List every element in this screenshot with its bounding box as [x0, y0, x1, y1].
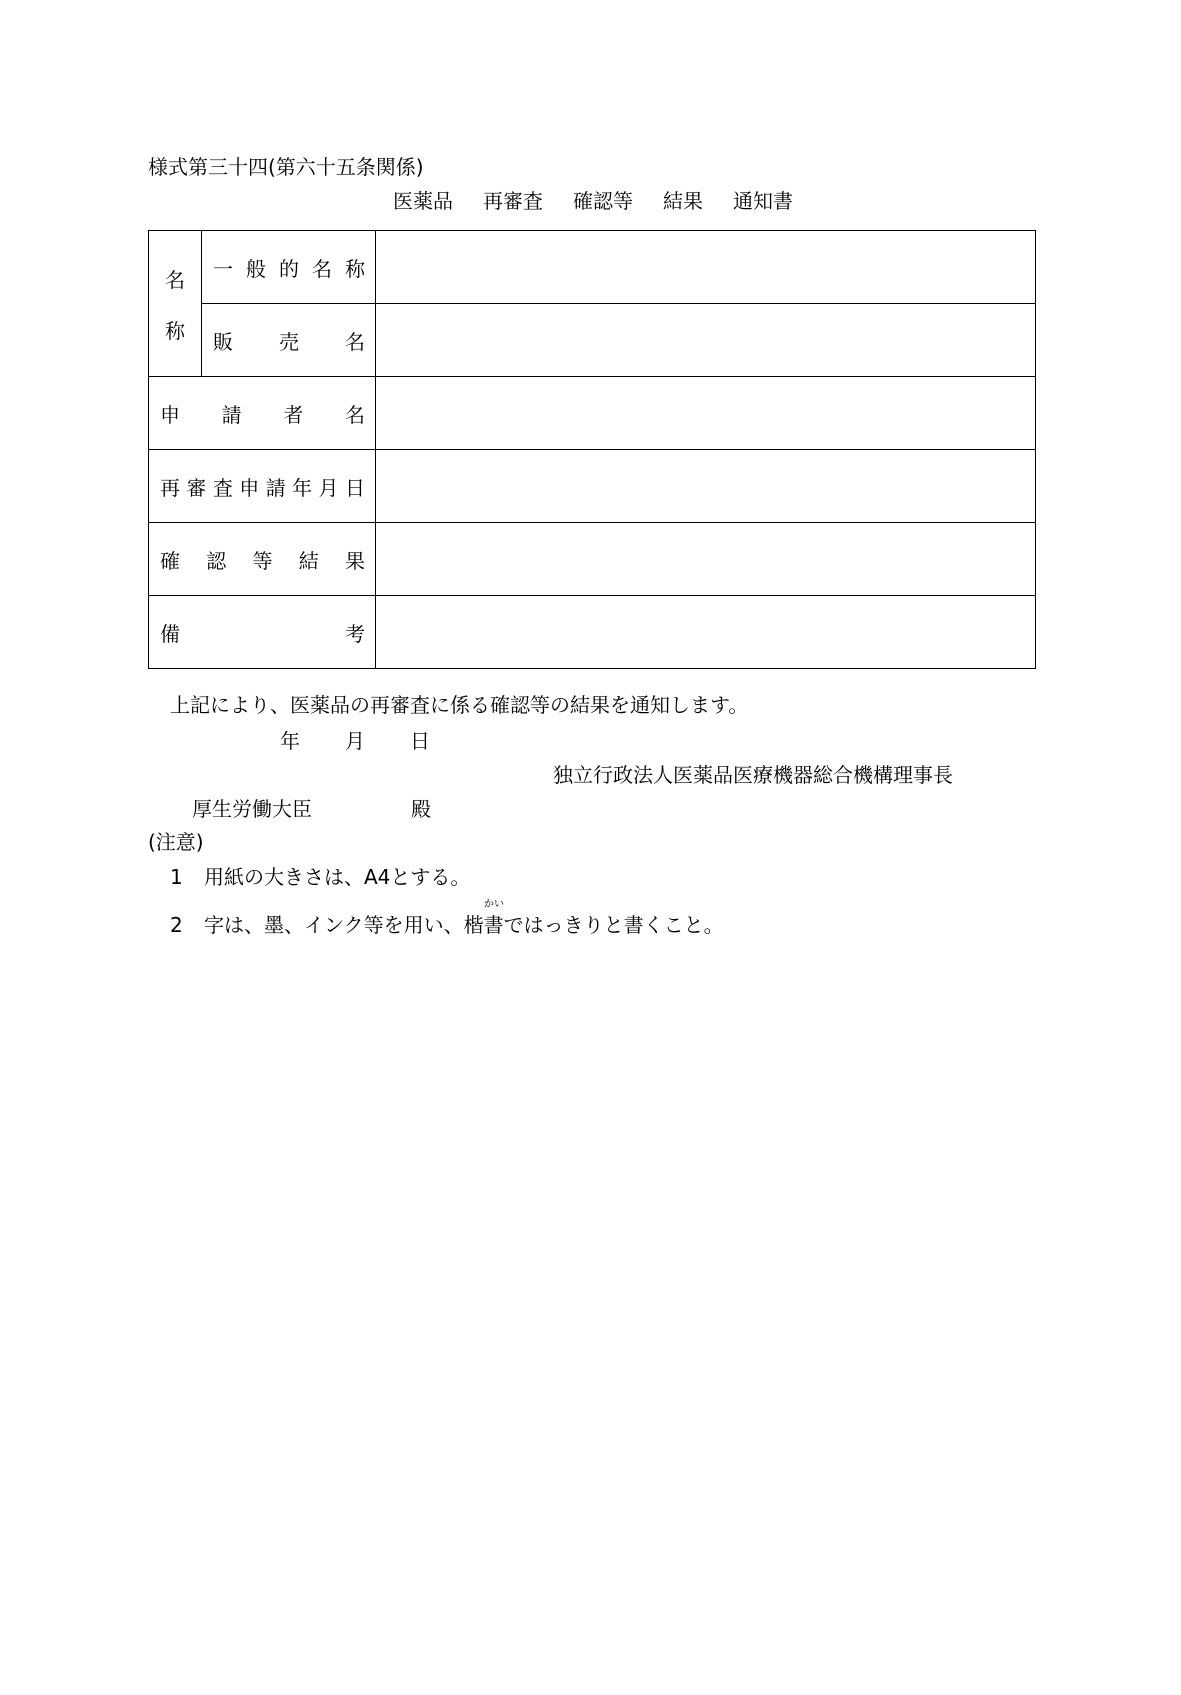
table-row	[149, 231, 1036, 304]
table-row	[149, 596, 1036, 669]
note-text: 用紙の大きさは、A4とする。	[204, 865, 471, 889]
remarks-label	[149, 596, 376, 669]
general-name-field[interactable]	[376, 231, 1036, 304]
label-char: 般	[246, 256, 266, 281]
label-char: 者	[283, 402, 304, 427]
title-word: 通知書	[733, 189, 793, 213]
notification-statement: 上記により、医薬品の再審査に係る確認等の結果を通知します。	[170, 693, 749, 717]
title-word: 確認等	[573, 189, 633, 213]
note-text: 字は、墨、インク等を用い、	[204, 913, 464, 937]
note-text: 書ではっきりと書くこと。	[483, 913, 724, 937]
label-char: 名	[345, 329, 365, 354]
form-number: 様式第三十四(第六十五条関係)	[148, 155, 424, 179]
note-item	[170, 867, 470, 887]
label-char: 月	[318, 475, 339, 500]
date-line	[280, 731, 430, 751]
document-title	[393, 191, 793, 211]
reexam-date-label	[149, 450, 376, 523]
label-char: 売	[279, 329, 299, 354]
label-char: 名	[344, 402, 365, 427]
date-char: 月	[345, 729, 365, 753]
label-char: 年	[292, 475, 313, 500]
title-word: 結果	[663, 189, 703, 213]
note-number: 2	[170, 913, 183, 937]
result-field[interactable]	[376, 523, 1036, 596]
label-char: 称	[165, 318, 185, 343]
form-table	[148, 230, 1036, 669]
note-number: 1	[170, 865, 183, 889]
note-item	[170, 915, 724, 935]
honorific: 殿	[411, 797, 431, 821]
label-char: 果	[345, 548, 365, 573]
title-word: 再審査	[483, 189, 543, 213]
ruby-annotation: かい	[484, 899, 504, 910]
label-char: 等	[252, 548, 273, 573]
label-char: 申	[160, 402, 180, 427]
label-char: 名	[165, 267, 185, 292]
date-char: 日	[410, 729, 430, 753]
result-label	[149, 523, 376, 596]
table-row	[149, 377, 1036, 450]
label-char: 名	[312, 256, 332, 281]
applicant-name-label	[149, 377, 376, 450]
label-char: 請	[221, 402, 242, 427]
label-char: 考	[345, 621, 365, 646]
table-row	[149, 304, 1036, 377]
general-name-label	[202, 231, 376, 304]
label-char: 的	[279, 256, 299, 281]
table-row	[149, 523, 1036, 596]
label-char: 再	[160, 475, 180, 500]
issuer-name: 独立行政法人医薬品医療機器総合機構理事長	[553, 763, 953, 787]
brand-name-field[interactable]	[376, 304, 1036, 377]
name-group-label	[149, 231, 202, 377]
addressee: 厚生労働大臣	[192, 797, 312, 821]
label-char: 日	[344, 475, 365, 500]
label-char: 称	[345, 256, 365, 281]
remarks-field[interactable]	[376, 596, 1036, 669]
label-char: 請	[265, 475, 286, 500]
notes-heading: (注意)	[148, 830, 204, 854]
label-char: 申	[239, 475, 260, 500]
label-char: 一	[213, 256, 233, 281]
label-char: 確	[160, 548, 180, 573]
label-char: 備	[160, 621, 180, 646]
note-text: 楷	[463, 913, 484, 937]
label-char: 認	[206, 548, 227, 573]
label-char: 審	[186, 475, 207, 500]
applicant-name-field[interactable]	[376, 377, 1036, 450]
title-word: 医薬品	[393, 189, 453, 213]
brand-name-label	[202, 304, 376, 377]
label-char: 査	[212, 475, 233, 500]
table-row	[149, 450, 1036, 523]
label-char: 販	[213, 329, 233, 354]
label-char: 結	[298, 548, 319, 573]
date-char: 年	[280, 729, 300, 753]
reexam-date-field[interactable]	[376, 450, 1036, 523]
